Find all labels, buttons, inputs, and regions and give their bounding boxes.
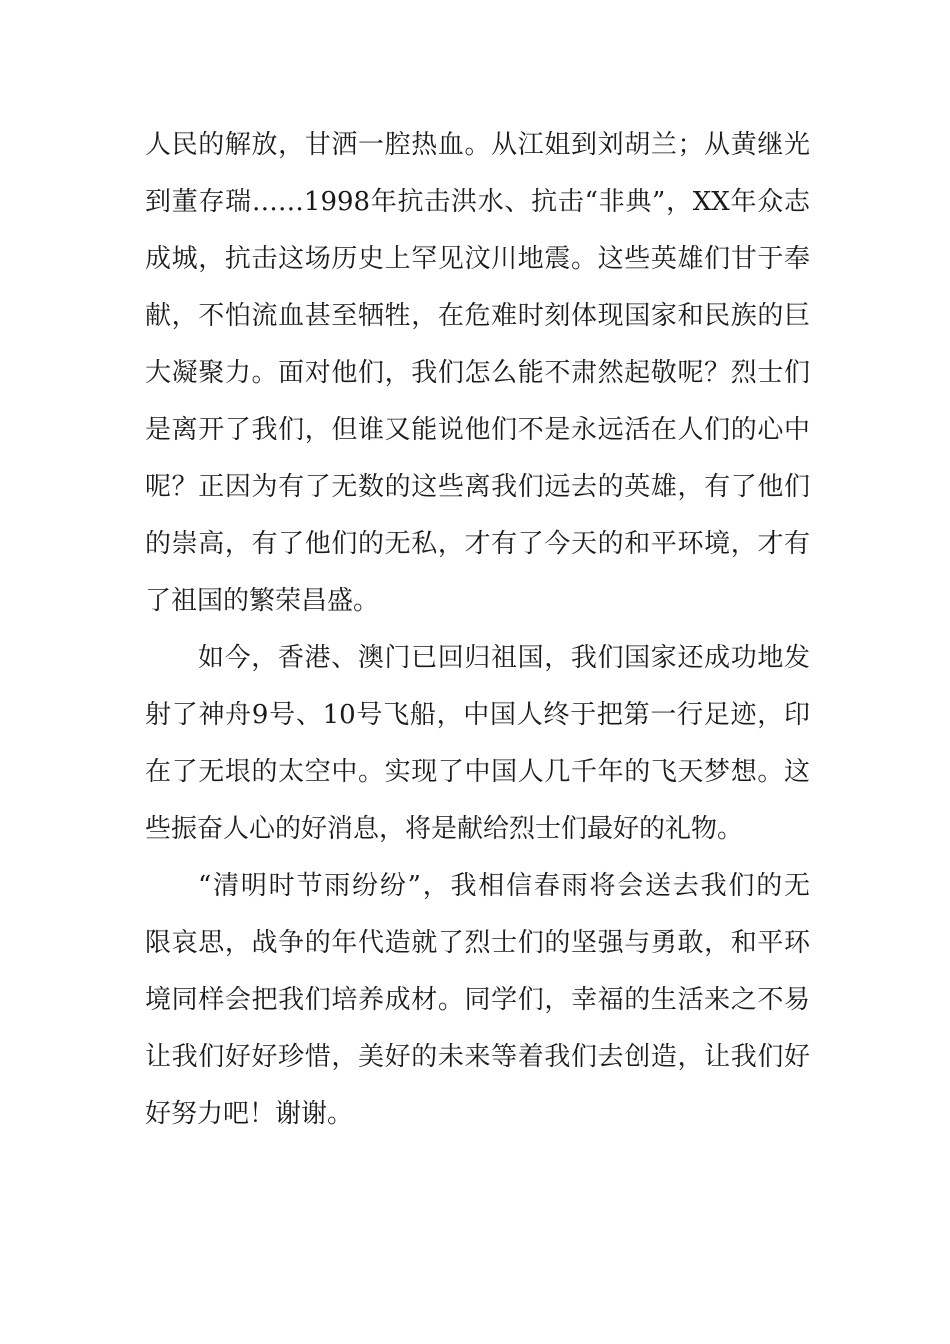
text-line: 呢？正因为有了无数的这些离我们远去的英雄，有了他们 bbox=[145, 472, 810, 502]
paragraph-first-line: 如今，香港、澳门已回归祖国，我们国家还成功地发 bbox=[198, 643, 810, 673]
text-line: 人民的解放，甘洒一腔热血。从江姐到刘胡兰；从黄继光 bbox=[145, 130, 810, 160]
text-line: 在了无垠的太空中。实现了中国人几千年的飞天梦想。这 bbox=[145, 757, 810, 787]
text-line: 境同样会把我们培养成材。同学们，幸福的生活来之不易 bbox=[145, 985, 810, 1015]
text-line: 大凝聚力。面对他们，我们怎么能不肃然起敬呢？烈士们 bbox=[145, 358, 810, 388]
text-line: 好努力吧！谢谢。 bbox=[145, 1099, 354, 1129]
text-line: 献，不怕流血甚至牺牲，在危难时刻体现国家和民族的巨 bbox=[145, 301, 810, 331]
text-line: 到董存瑞……1998年抗击洪水、抗击“非典”，XX年众志 bbox=[145, 187, 810, 217]
text-line: 了祖国的繁荣昌盛。 bbox=[145, 586, 380, 616]
text-line: 些振奋人心的好消息，将是献给烈士们最好的礼物。 bbox=[145, 814, 744, 844]
text-line: 是离开了我们，但谁又能说他们不是永远活在人们的心中 bbox=[145, 415, 810, 445]
text-line: 让我们好好珍惜，美好的未来等着我们去创造，让我们好 bbox=[145, 1042, 810, 1072]
text-line: 成城，抗击这场历史上罕见汶川地震。这些英雄们甘于奉 bbox=[145, 244, 810, 274]
text-line: 射了神舟9号、10号飞船，中国人终于把第一行足迹，印 bbox=[145, 700, 810, 730]
text-line: 的崇高，有了他们的无私，才有了今天的和平环境，才有 bbox=[145, 529, 810, 559]
paragraph-first-line: “清明时节雨纷纷”，我相信春雨将会送去我们的无 bbox=[198, 871, 810, 901]
text-line: 限哀思，战争的年代造就了烈士们的坚强与勇敢，和平环 bbox=[145, 928, 810, 958]
